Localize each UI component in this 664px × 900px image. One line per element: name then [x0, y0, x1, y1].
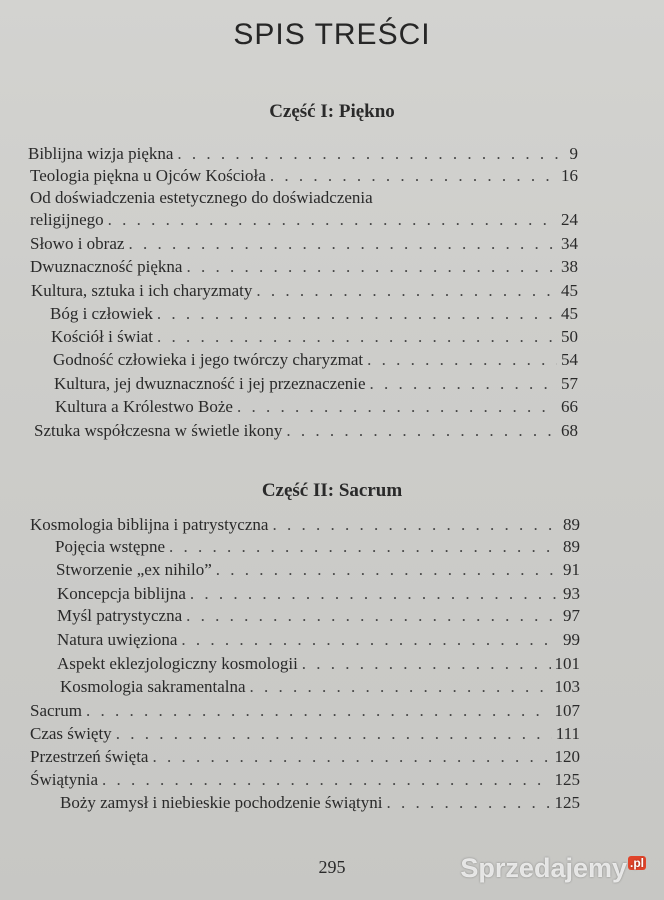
toc-entry: Teologia piękna u Ojców Kościoła . . . 16 [30, 166, 578, 186]
watermark-logo: Sprzedajemy $^{.pl}$ [460, 853, 644, 883]
toc-subentry: Pojęcia wstępne . . . 89 [55, 537, 580, 557]
toc-subentry: Myśl patrystyczna . . . 97 [57, 606, 580, 626]
toc-entry: Słowo i obraz . . . 34 [30, 234, 578, 254]
toc-entry: Kosmologia biblijna i patrystyczna . . . 89 [30, 515, 580, 535]
toc-subentry: Koncepcja biblijna . . . 93 [57, 584, 580, 604]
toc-entry: Sacrum . . . 107 [30, 701, 580, 721]
toc-subentry: Bóg i człowiek . . . 45 [50, 304, 578, 324]
part-1-heading: Część I: Piękno [269, 101, 395, 122]
page-number: 295 [318, 857, 346, 877]
toc-subentry: Natura uwięziona . . . 99 [57, 630, 580, 650]
toc-subentry: Stworzenie „ex nihilo” . . . 91 [56, 560, 580, 580]
toc-entry: Sztuka współczesna w świetle ikony . . . 68 [34, 421, 578, 441]
toc-subentry: Aspekt eklezjologiczny kosmologii . . . 101 [57, 654, 580, 674]
toc-entry: Świątynia . . . 125 [30, 770, 580, 790]
toc-subentry: Kościół i świat . . . 50 [51, 327, 578, 347]
part-2-heading: Część II: Sacrum [261, 480, 403, 501]
toc-entry: Biblijna wizja piękna . . . 9 [28, 144, 578, 164]
toc-subentry: Kosmologia sakramentalna . . . 103 [60, 677, 580, 697]
toc-entry-line: Od doświadczenia estetycznego do doświadczenia [30, 188, 373, 207]
toc-subentry: Kultura, jej dwuznaczność i jej przeznaczenie . . . 57 [54, 374, 578, 394]
toc-subentry: Boży zamysł i niebieskie pochodzenie świątyni . . . 125 [60, 793, 580, 813]
toc-subentry: Godność człowieka i jego twórczy charyzmat . . . 54 [53, 350, 578, 370]
toc-entry: Przestrzeń święta . . . 120 [30, 747, 580, 767]
toc-entry: Kultura, sztuka i ich charyzmaty . . . 45 [31, 281, 578, 301]
toc-entry: Czas święty . . . 111 [30, 724, 580, 744]
toc-entry: religijnego . . . 24 [30, 210, 578, 230]
page-title: SPIS TREŚCI [233, 18, 431, 51]
toc-subentry: Kultura a Królestwo Boże . . . 66 [55, 397, 578, 417]
toc-entry: Dwuznaczność piękna . . . 38 [30, 257, 578, 277]
